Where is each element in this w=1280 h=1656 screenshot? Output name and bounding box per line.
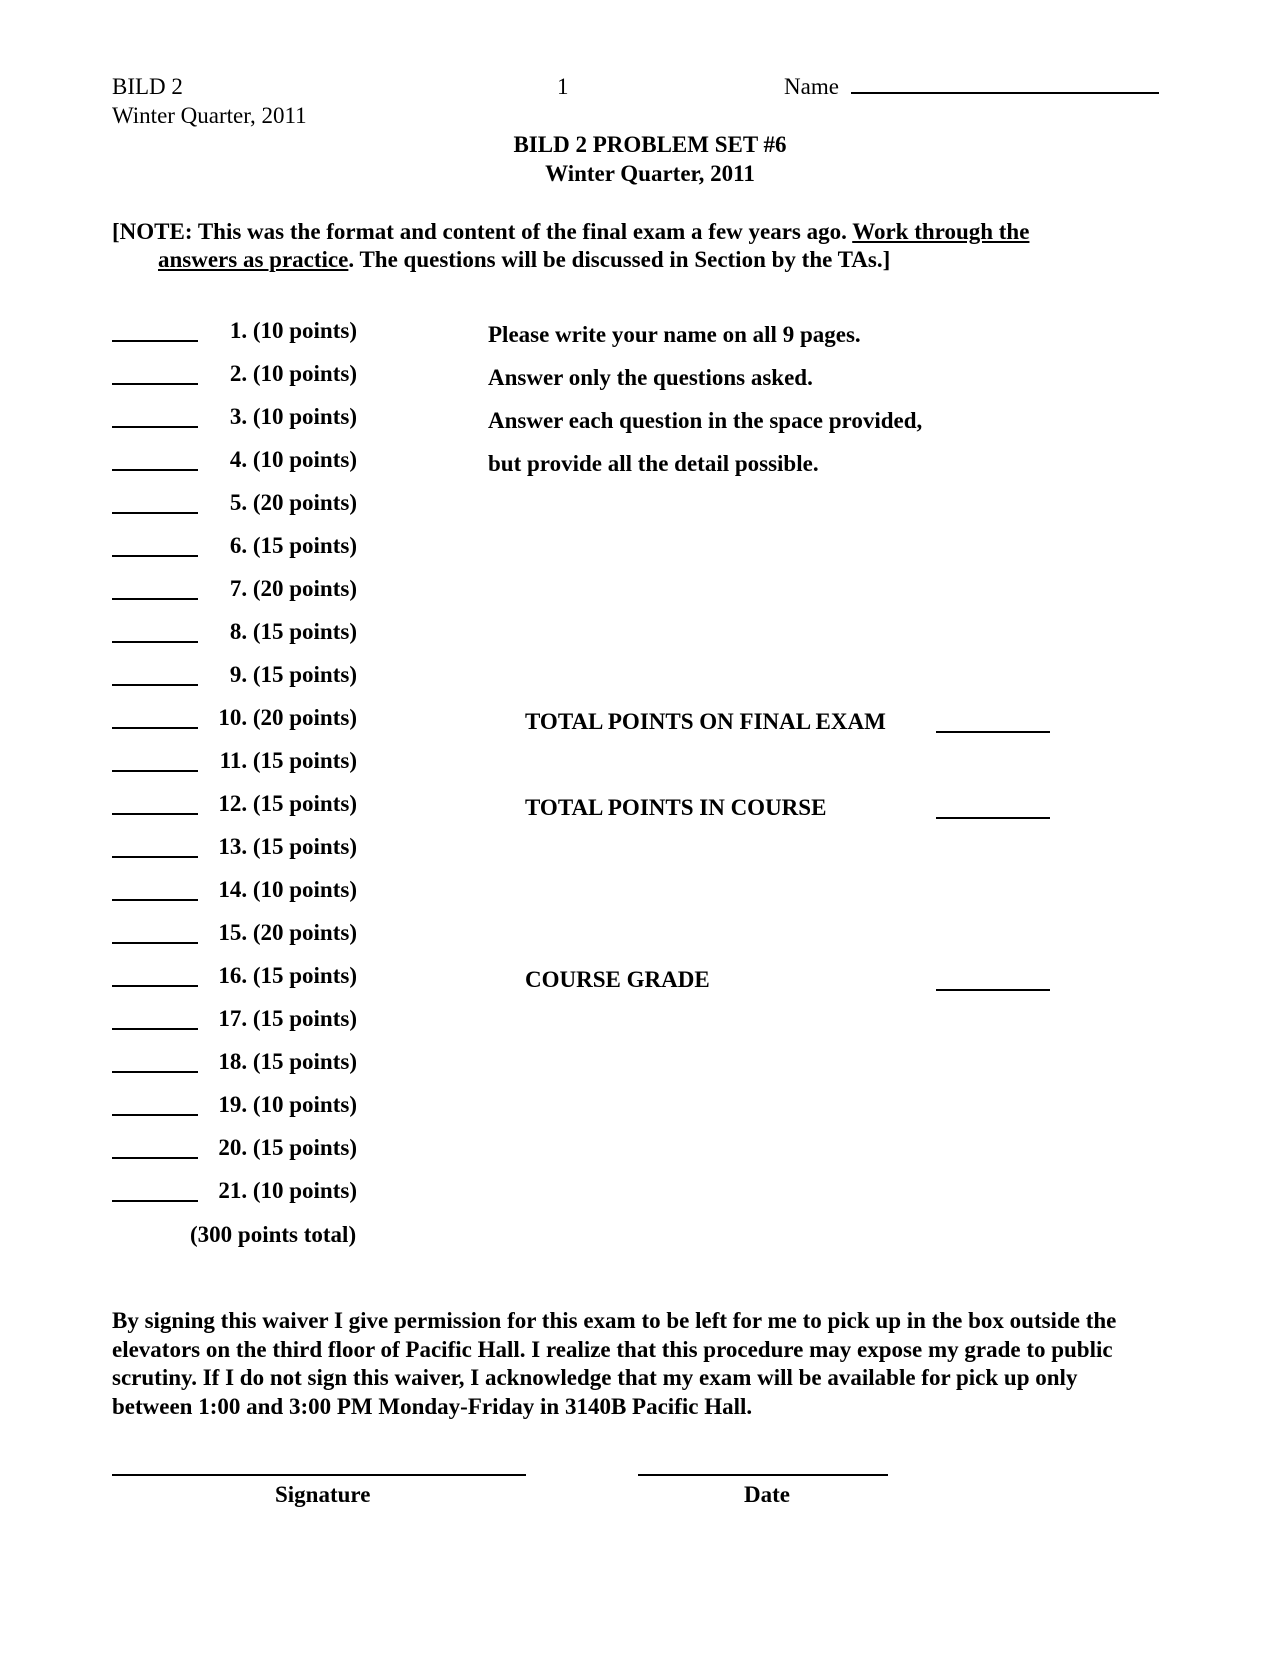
score-blank-line[interactable] — [112, 555, 198, 557]
question-label: 17. (15 points) — [218, 1006, 357, 1031]
total-course-blank[interactable] — [936, 817, 1050, 819]
total-course-label: TOTAL POINTS IN COURSE — [525, 795, 827, 820]
score-blank-line[interactable] — [112, 598, 198, 600]
score-row[interactable] — [112, 447, 412, 477]
question-label: 19. (10 points) — [218, 1092, 357, 1117]
score-blank-line[interactable] — [112, 1114, 198, 1116]
score-row[interactable] — [112, 791, 412, 821]
question-label: 2. (10 points) — [229, 361, 357, 386]
score-blank-line[interactable] — [112, 1157, 198, 1159]
question-label: 12. (15 points) — [218, 791, 357, 816]
score-row[interactable] — [112, 834, 412, 864]
score-blank-line[interactable] — [112, 727, 198, 729]
score-row[interactable] — [112, 748, 412, 778]
note-line-1: [NOTE: This was the format and content of the final exam a few years ago. Work through the — [112, 219, 1030, 244]
instruction-line: Please write your name on all 9 pages. — [488, 322, 861, 347]
page-number: 1 — [557, 74, 569, 99]
question-label: 10. (20 points) — [218, 705, 357, 730]
score-row[interactable] — [112, 1049, 412, 1079]
score-blank-line[interactable] — [112, 426, 198, 428]
score-row[interactable] — [112, 490, 412, 520]
score-row[interactable] — [112, 533, 412, 563]
note-underlined-2: answers as practice — [158, 247, 349, 272]
score-row[interactable] — [112, 318, 412, 348]
score-row[interactable] — [112, 1006, 412, 1036]
waiver-text: By signing this waiver I give permission for this exam to be left for me to pick up in the box outside the elevators on the third floor of Pacific Hall. I realize that this procedure may expose my grade to public scrutiny. If I do not sign this waiver, I acknowledge that my exam will be available for pick up only between 1:00 and 3:00 PM Monday-Friday in 3140B Pacific Hall. — [112, 1308, 1117, 1419]
score-blank-line[interactable] — [112, 899, 198, 901]
score-row[interactable] — [112, 619, 412, 649]
instruction-line: but provide all the detail possible. — [488, 451, 819, 476]
score-row[interactable] — [112, 1092, 412, 1122]
score-blank-line[interactable] — [112, 469, 198, 471]
instruction-line: Answer each question in the space provided, — [488, 408, 923, 433]
total-final-exam-blank[interactable] — [936, 731, 1050, 733]
question-label: 6. (15 points) — [229, 533, 357, 558]
document-subtitle: Winter Quarter, 2011 — [545, 161, 755, 186]
signature-line[interactable] — [112, 1474, 526, 1476]
question-label: 11. (15 points) — [219, 748, 357, 773]
score-row[interactable] — [112, 963, 412, 993]
score-blank-line[interactable] — [112, 985, 198, 987]
score-blank-line[interactable] — [112, 1028, 198, 1030]
score-blank-line[interactable] — [112, 340, 198, 342]
question-label: 4. (10 points) — [229, 447, 357, 472]
question-label: 7. (20 points) — [229, 576, 357, 601]
score-blank-line[interactable] — [112, 1200, 198, 1202]
score-row[interactable] — [112, 920, 412, 950]
note-line-2: answers as practice. The questions will be discussed in Section by the TAs.] — [158, 247, 891, 272]
score-blank-line[interactable] — [112, 856, 198, 858]
score-row[interactable] — [112, 1178, 412, 1208]
score-row[interactable] — [112, 877, 412, 907]
question-label: 5. (20 points) — [229, 490, 357, 515]
question-label: 1. (10 points) — [229, 318, 357, 343]
question-label: 18. (15 points) — [218, 1049, 357, 1074]
question-label: 9. (15 points) — [229, 662, 357, 687]
question-label: 16. (15 points) — [218, 963, 357, 988]
score-row[interactable] — [112, 1135, 412, 1165]
question-label: 8. (15 points) — [229, 619, 357, 644]
question-label: 13. (15 points) — [218, 834, 357, 859]
score-blank-line[interactable] — [112, 684, 198, 686]
term-label: Winter Quarter, 2011 — [112, 103, 307, 128]
score-blank-line[interactable] — [112, 1071, 198, 1073]
score-row[interactable] — [112, 576, 412, 606]
total-final-exam-label: TOTAL POINTS ON FINAL EXAM — [525, 709, 886, 734]
score-blank-line[interactable] — [112, 770, 198, 772]
score-blank-line[interactable] — [112, 641, 198, 643]
points-total: (300 points total) — [190, 1222, 357, 1247]
score-blank-line[interactable] — [112, 383, 198, 385]
name-field[interactable] — [784, 74, 1159, 100]
score-blank-line[interactable] — [112, 942, 198, 944]
course-grade-label: COURSE GRADE — [525, 967, 710, 992]
date-line[interactable] — [638, 1474, 888, 1476]
score-row[interactable] — [112, 705, 412, 735]
question-label: 3. (10 points) — [229, 404, 357, 429]
question-label: 15. (20 points) — [218, 920, 357, 945]
name-label: Name — [784, 74, 839, 99]
question-label: 21. (10 points) — [218, 1178, 357, 1203]
date-label: Date — [744, 1482, 790, 1507]
course-grade-blank[interactable] — [936, 989, 1050, 991]
score-row[interactable] — [112, 662, 412, 692]
question-label: 14. (10 points) — [218, 877, 357, 902]
note-underlined-1: Work through the — [852, 219, 1030, 244]
signature-label: Signature — [275, 1482, 371, 1507]
document-title: BILD 2 PROBLEM SET #6 — [513, 132, 787, 157]
question-label: 20. (15 points) — [218, 1135, 357, 1160]
score-blank-line[interactable] — [112, 512, 198, 514]
course-code: BILD 2 — [112, 74, 183, 99]
name-blank-line — [851, 90, 1159, 94]
instruction-line: Answer only the questions asked. — [488, 365, 813, 390]
score-blank-line[interactable] — [112, 813, 198, 815]
score-row[interactable] — [112, 404, 412, 434]
score-row[interactable] — [112, 361, 412, 391]
